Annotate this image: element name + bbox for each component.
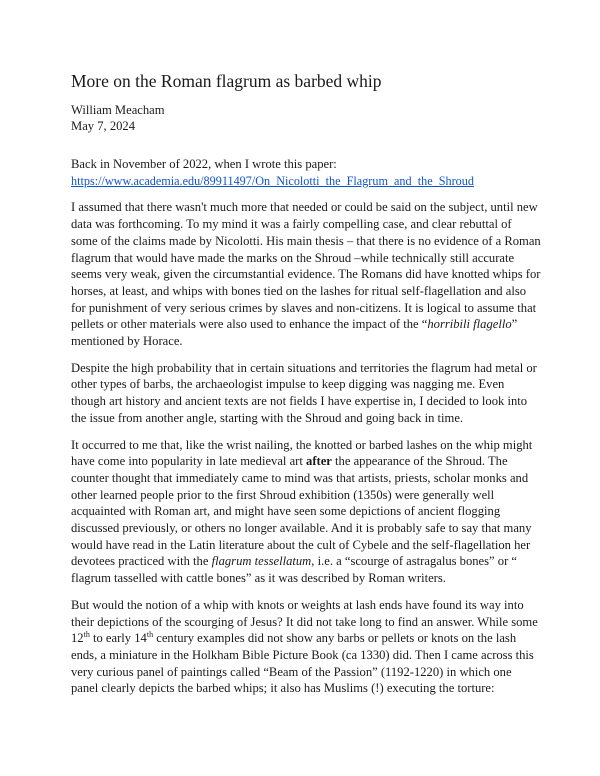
intro-block [71,156,541,189]
emphasis-after: after [306,454,332,469]
paragraph-4: But would the notion of a whip with knots or weights at lash ends have found its way into their depictions of the scourging of Jesus? It did not take long to find an answer. While some 12th to early 14th century examples did not show any barbs or pellets or knots on the lash ends, a miniature in the Holkham Bible Picture Book (ca 1330) did. Then I came across this very curious panel of paintings called “Beam of the Passion” (1192-1220) in which one panel clearly depicts the barbed whips; it also has Muslims (!) executing the torture: [71,597,538,696]
publish-date: May 7, 2024 [71,119,136,133]
paper-link[interactable]: https://www.academia.edu/89911497/On_Nicolotti_the_Flagrum_and_the_Shroud [71,173,474,188]
paragraph-1: I assumed that there wasn't much more that needed or could be said on the subject, until new data was forthcoming. To my mind it was a fairly compelling case, and clear rebuttal of some of the claims made by Nicolotti. His main thesis – that there is no evidence of a Roman flagrum that would have made the marks on the Shroud –while technically still accurate seems very weak, given the circumstantial evidence. The Romans did have knotted whips for horses, at least, and whips with bones tied on the lashes for ritual self-flagellation and also for punishment of very serious crimes by slaves and non-citizens. It is logical to assume that pellets or other materials were also used to enhance the impact of the “horribili flagello” mentioned by Horace. [71,200,541,349]
term-flagrum-tessellatum: flagrum tessellatum [211,554,312,569]
intro-text: Back in November of 2022, when I wrote this paper: [71,157,337,171]
paragraph-3: It occurred to me that, like the wrist nailing, the knotted or barbed lashes on the whip might have come into popularity in late medieval art after the appearance of the Shroud. The counter thought that immediately came to mind was that artists, priests, scholar monks and other learned people prior to the first Shroud exhibition (1350s) were generally well acquainted with Roman art, and might have seen some depictions of ancient flogging discussed previously, or others no longer available. And it is probably safe to say that many would have read in the Latin literature about the cult of Cybele and the self-flagellation her devotees practiced with the flagrum tessellatum, i.e. a “scourge of astragalus bones” or “ flagrum tasselled with cattle bones” as it was described by Roman writers. [71,437,533,586]
byline [71,102,165,134]
document-title: More on the Roman flagrum as barbed whip [71,71,382,91]
quote-horace: horribili flagello [427,317,512,332]
author-name: William Meacham [71,103,165,117]
document-body [71,156,541,707]
paragraph-2: Despite the high probability that in certain situations and territories the flagrum had metal or other types of barbs, the archaeologist impulse to keep digging was nagging me. Even though art history and ancient texts are not fields I have expertise in, I decided to look into the issue from another angle, starting with the Shroud and going back in time. [71,360,537,425]
